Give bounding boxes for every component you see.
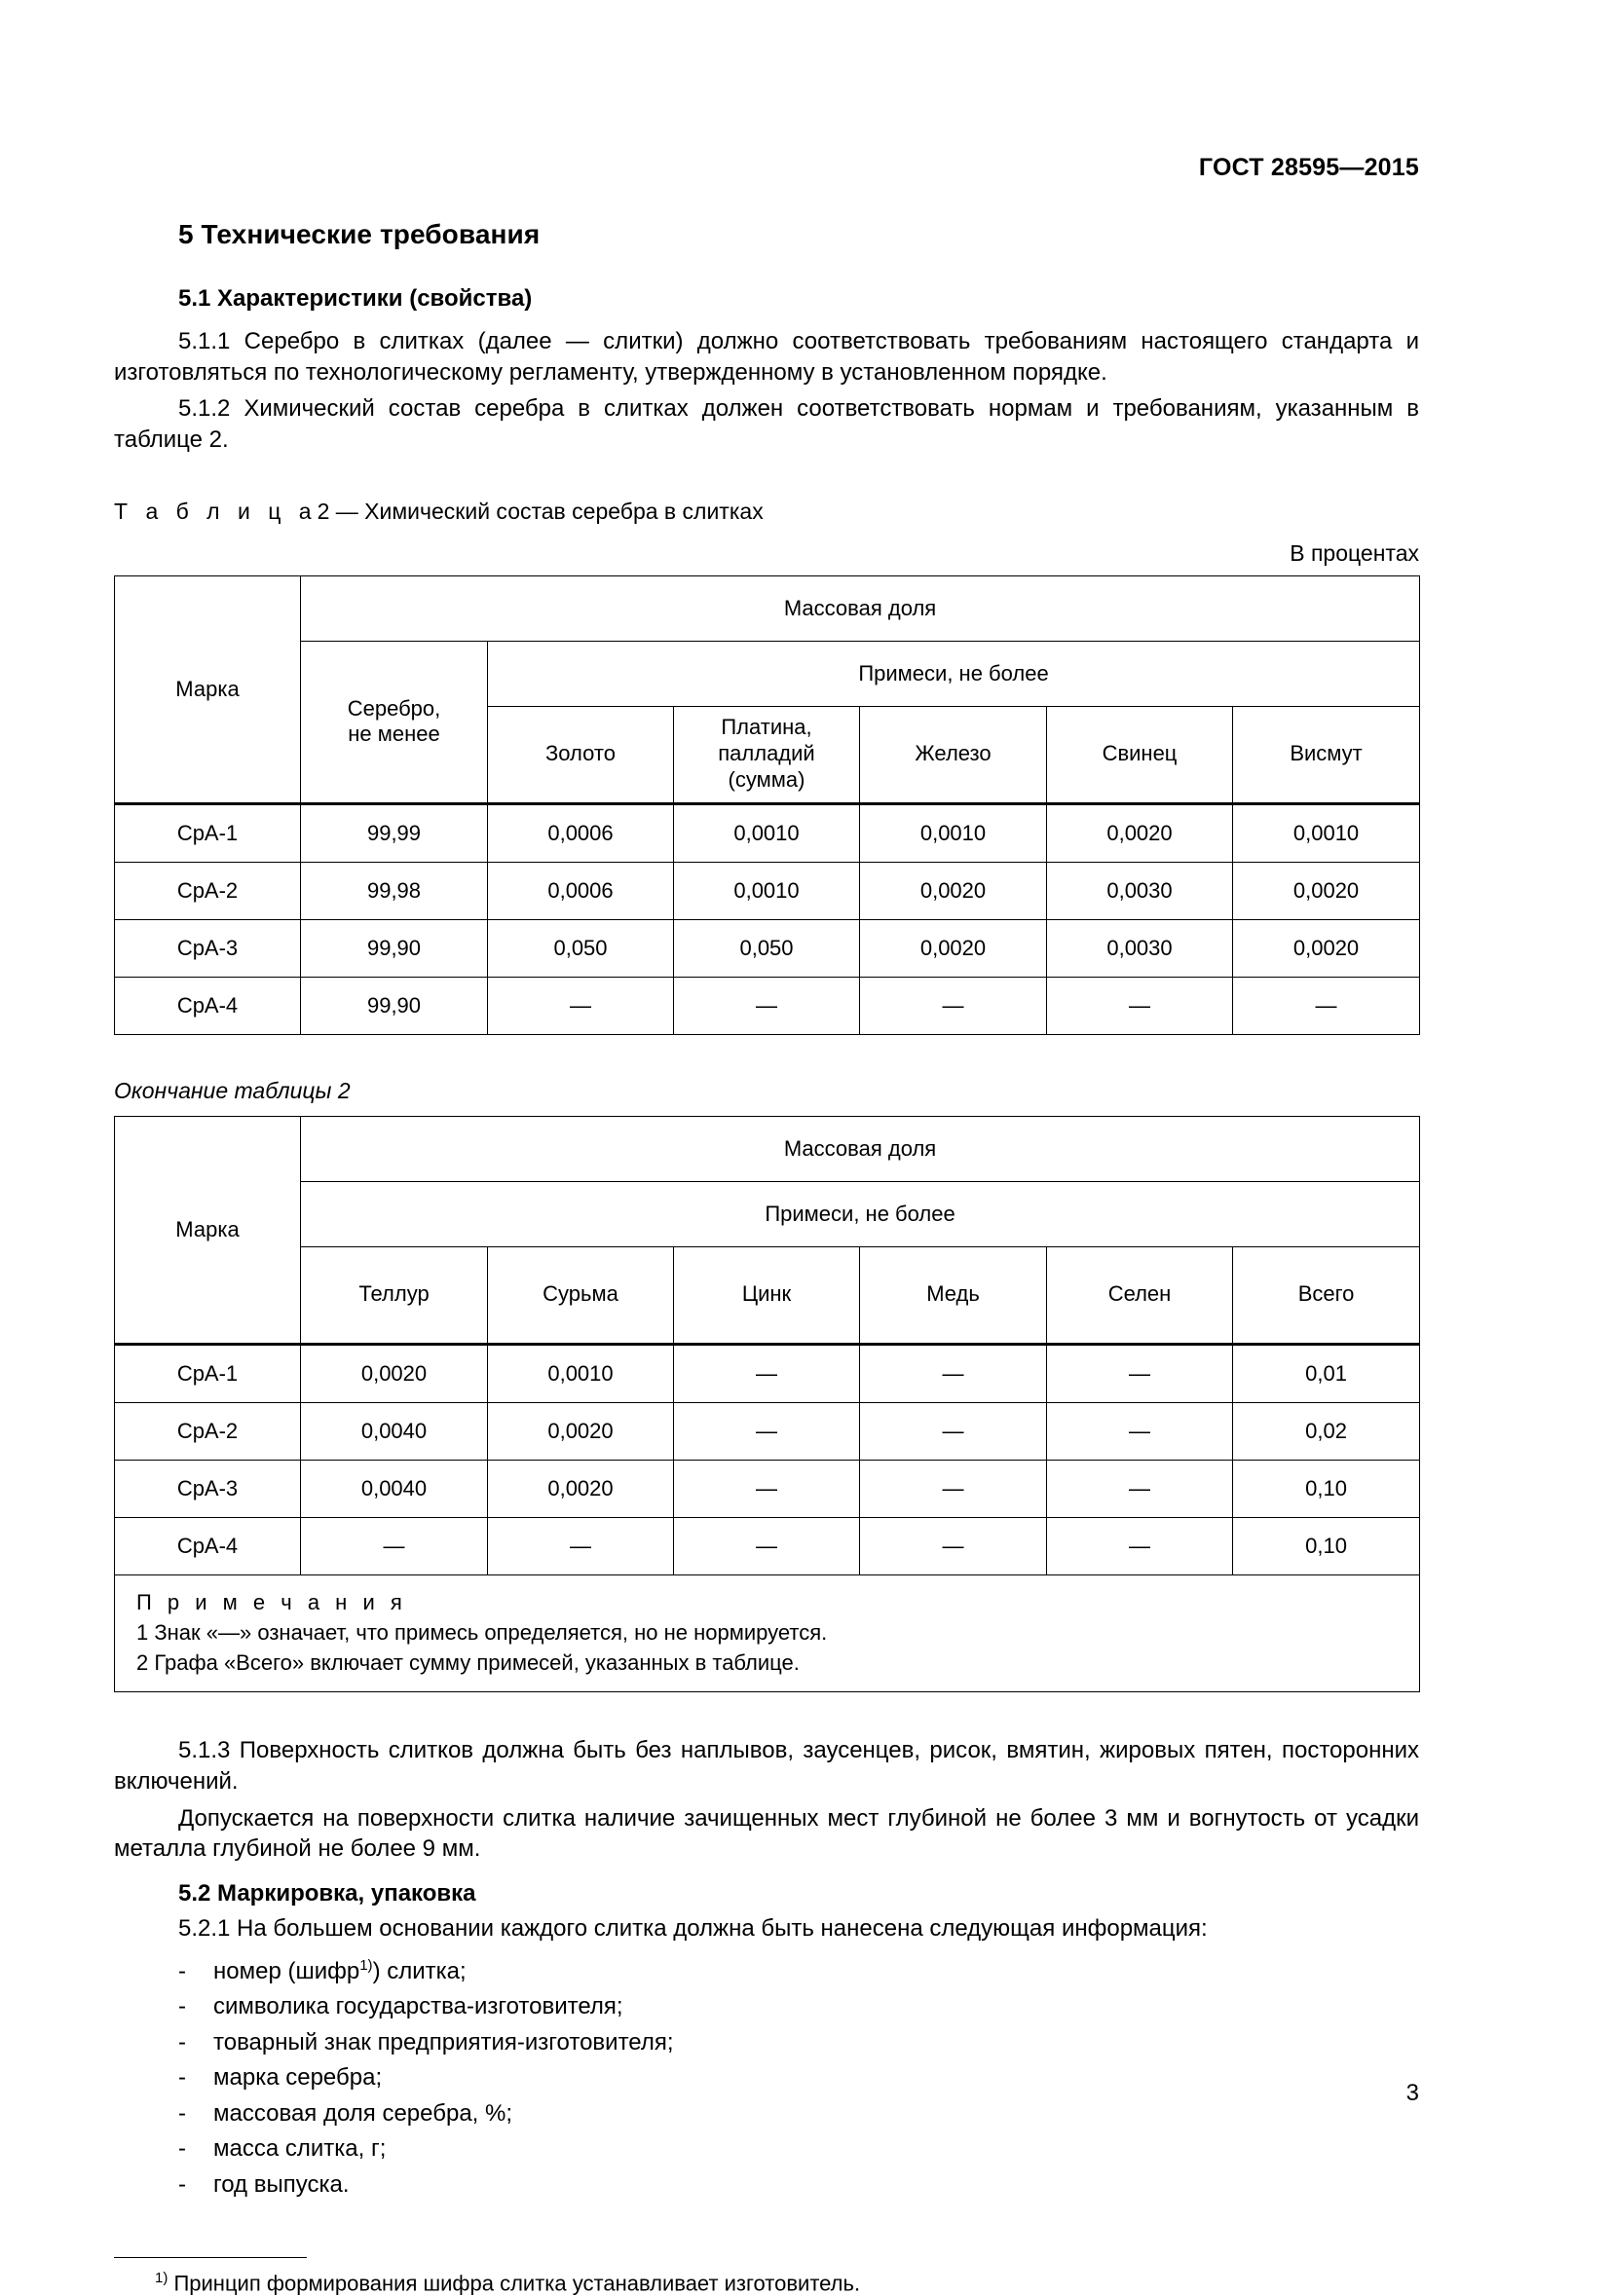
t2-r0-c1: 0,0010 <box>488 1344 674 1402</box>
table-row <box>115 1517 1420 1574</box>
table2-note-2: 2 Графа «Всего» включает сумму примесей, указанных в таблице. <box>136 1650 800 1676</box>
t1-header-col-gold <box>488 706 674 803</box>
t2-r1-c2: — <box>674 1402 860 1460</box>
table-row <box>115 977 1420 1034</box>
table-row <box>115 1344 1420 1402</box>
t2-r1-c1: 0,0020 <box>488 1402 674 1460</box>
list-item-label: символика государства-изготовителя; <box>213 1993 623 2020</box>
table2-notes-title: П р и м е ч а н и я <box>136 1589 407 1614</box>
t1-r3-silver: 99,90 <box>301 977 488 1034</box>
t1-r3-c2: — <box>860 977 1047 1034</box>
t2-r2-c4: — <box>1047 1460 1233 1517</box>
table2-continuation-caption: Окончание таблицы 2 <box>114 1077 351 1103</box>
t1-col-gold-l1: Золото <box>545 741 616 766</box>
t2-r2-c3: — <box>860 1460 1047 1517</box>
t2-r2-c1: 0,0020 <box>488 1460 674 1517</box>
t2-r2-mark: СрА-3 <box>115 1460 301 1517</box>
list-item <box>178 1989 1419 2024</box>
t2-r0-c5: 0,01 <box>1233 1344 1420 1402</box>
t1-r2-c1: 0,050 <box>674 919 860 977</box>
page-number: 3 <box>1405 2080 1419 2106</box>
list-dash: - <box>178 2064 186 2092</box>
t1-r2-c0: 0,050 <box>488 919 674 977</box>
t1-header-silver <box>301 641 488 803</box>
t1-r0-c0: 0,0006 <box>488 803 674 862</box>
list-dash: - <box>178 2028 186 2055</box>
t2-r1-c4: — <box>1047 1402 1233 1460</box>
t2-r3-c1: — <box>488 1517 674 1574</box>
t2-header-col-tellurium: Теллур <box>301 1246 488 1344</box>
subsection-heading-5-1: 5.1 Характеристики (свойства) <box>178 285 533 312</box>
t2-r0-c2: — <box>674 1344 860 1402</box>
list-dash: - <box>178 2170 186 2198</box>
t2-header-col-copper: Медь <box>860 1246 1047 1344</box>
footnote-ref-1: 1) <box>359 1956 373 1974</box>
list-item-label: товарный знак предприятия-изготовителя; <box>213 2028 674 2055</box>
t1-header-col-iron <box>860 706 1047 803</box>
table2-part2 <box>114 1116 1420 1693</box>
t2-header-col-antimony: Сурьма <box>488 1246 674 1344</box>
t1-header-silver-line2: не менее <box>348 722 440 747</box>
paragraph-5-1-2: 5.1.2 Химический состав серебра в слитках должен соответствовать нормам и требованиям, указанным в таблице 2. <box>114 395 1419 454</box>
list-item <box>178 2060 1419 2095</box>
list-item-label: массовая доля серебра, %; <box>213 2099 513 2127</box>
t2-r3-c5: 0,10 <box>1233 1517 1420 1574</box>
t2-header-col-total: Всего <box>1233 1246 1420 1344</box>
t1-r1-c0: 0,0006 <box>488 862 674 919</box>
t1-col-pt-l3: (сумма) <box>728 767 805 793</box>
table2-note-1: 1 Знак «—» означает, что примесь определяется, но не нормируется. <box>136 1619 828 1645</box>
t1-r1-c1: 0,0010 <box>674 862 860 919</box>
table-row <box>115 862 1420 919</box>
table-row <box>115 803 1420 862</box>
t2-r3-mark: СрА-4 <box>115 1517 301 1574</box>
list-item <box>178 2131 1419 2166</box>
t1-col-iron-l1: Железо <box>915 741 992 766</box>
t1-header-group-impurities: Примеси, не более <box>488 641 1420 706</box>
t2-r2-c2: — <box>674 1460 860 1517</box>
table-row <box>115 1460 1420 1517</box>
footnote-marker: 1) <box>155 2270 168 2287</box>
t1-header-col-lead <box>1047 706 1233 803</box>
t1-r0-silver: 99,99 <box>301 803 488 862</box>
paragraph-5-2-1: 5.2.1 На большем основании каждого слитка должна быть нанесена следующая информация: <box>178 1915 1208 1943</box>
t1-header-group-mass-fraction: Массовая доля <box>301 575 1420 641</box>
t1-col-lead-l1: Свинец <box>1102 741 1178 766</box>
t2-r3-c3: — <box>860 1517 1047 1574</box>
list-item-text-before: номер (шифр <box>213 1957 360 1984</box>
t1-header-col-bismuth <box>1233 706 1420 803</box>
t1-r1-c2: 0,0020 <box>860 862 1047 919</box>
t1-r3-c0: — <box>488 977 674 1034</box>
list-dash: - <box>178 2135 186 2163</box>
t2-header-mark: Марка <box>115 1116 301 1344</box>
table2-caption <box>114 499 1419 525</box>
t1-r0-c2: 0,0010 <box>860 803 1047 862</box>
paragraph-5-1-3b: Допускается на поверхности слитка наличие зачищенных мест глубиной не более 3 мм и вогнутость от усадки металла глубиной не более 9 мм. <box>114 1804 1419 1863</box>
list-item-text-after: ) слитка; <box>372 1957 467 1984</box>
t1-r1-c4: 0,0020 <box>1233 862 1420 919</box>
table2-caption-label: Т а б л и ц а <box>114 498 318 524</box>
t1-col-pt-l2: палладий <box>718 741 815 766</box>
list-item <box>178 1954 1419 1989</box>
t2-r1-c5: 0,02 <box>1233 1402 1420 1460</box>
t1-r2-c2: 0,0020 <box>860 919 1047 977</box>
t1-r0-c4: 0,0010 <box>1233 803 1420 862</box>
section-heading-5: 5 Технические требования <box>178 219 541 249</box>
page-content <box>114 219 1419 2296</box>
footnote-1 <box>155 2270 1419 2296</box>
t2-header-group-impurities: Примеси, не более <box>301 1181 1420 1246</box>
t2-header-group-mass-fraction: Массовая доля <box>301 1116 1420 1181</box>
t1-r1-mark: СрА-2 <box>115 862 301 919</box>
t2-header-col-selenium: Селен <box>1047 1246 1233 1344</box>
t2-r1-c3: — <box>860 1402 1047 1460</box>
t1-r0-c1: 0,0010 <box>674 803 860 862</box>
t1-r2-silver: 99,90 <box>301 919 488 977</box>
t2-r0-mark: СрА-1 <box>115 1344 301 1402</box>
t1-col-bismuth-l1: Висмут <box>1290 741 1363 766</box>
subsection-heading-5-2: 5.2 Маркировка, упаковка <box>178 1880 476 1907</box>
t1-r0-mark: СрА-1 <box>115 803 301 862</box>
t1-r3-mark: СрА-4 <box>115 977 301 1034</box>
list-item-label: марка серебра; <box>213 2064 383 2092</box>
t2-r3-c4: — <box>1047 1517 1233 1574</box>
footnote-separator-rule <box>114 2257 307 2258</box>
table2-notes-row <box>115 1574 1420 1692</box>
t1-r2-mark: СрА-3 <box>115 919 301 977</box>
table2-caption-text: 2 — Химический состав серебра в слитках <box>317 498 764 524</box>
paragraph-5-1-1: 5.1.1 Серебро в слитках (далее — слитки) должно соответствовать требованиям настоящего стандарта и изготовляться по технологическому регламенту, утвержденному в установленном порядке. <box>114 328 1419 386</box>
t2-r0-c3: — <box>860 1344 1047 1402</box>
list-item-label: год выпуска. <box>213 2170 350 2198</box>
table-row <box>115 1402 1420 1460</box>
t1-header-silver-line1: Серебро, <box>347 696 441 722</box>
t2-r2-c5: 0,10 <box>1233 1460 1420 1517</box>
list-item <box>178 2167 1419 2203</box>
table2-part1 <box>114 575 1420 1035</box>
list-item <box>178 2096 1419 2131</box>
table2-units-note: В процентах <box>1290 539 1419 566</box>
list-item <box>178 2025 1419 2060</box>
t1-r3-c4: — <box>1233 977 1420 1034</box>
table-row <box>115 919 1420 977</box>
list-item-label: масса слитка, г; <box>213 2135 387 2163</box>
t2-r3-c2: — <box>674 1517 860 1574</box>
t2-r0-c0: 0,0020 <box>301 1344 488 1402</box>
marking-information-list <box>114 1954 1419 2203</box>
t1-r3-c3: — <box>1047 977 1233 1034</box>
t2-r3-c0: — <box>301 1517 488 1574</box>
list-dash: - <box>178 1993 186 2020</box>
t1-r3-c1: — <box>674 977 860 1034</box>
list-dash: - <box>178 1957 186 1984</box>
t1-header-mark: Марка <box>115 575 301 803</box>
list-dash: - <box>178 2099 186 2127</box>
document-header-standard-number: ГОСТ 28595—2015 <box>1198 154 1419 181</box>
t1-r1-silver: 99,98 <box>301 862 488 919</box>
t1-r1-c3: 0,0030 <box>1047 862 1233 919</box>
t1-r2-c4: 0,0020 <box>1233 919 1420 977</box>
t2-r2-c0: 0,0040 <box>301 1460 488 1517</box>
t2-r1-mark: СрА-2 <box>115 1402 301 1460</box>
t1-header-col-platinum-palladium <box>674 706 860 803</box>
t2-r0-c4: — <box>1047 1344 1233 1402</box>
footnote-text: Принцип формирования шифра слитка устанавливает изготовитель. <box>173 2271 861 2296</box>
t1-col-pt-l1: Платина, <box>721 715 812 740</box>
table2-notes <box>115 1574 1420 1692</box>
t2-header-col-zinc: Цинк <box>674 1246 860 1344</box>
t1-r0-c3: 0,0020 <box>1047 803 1233 862</box>
t2-r1-c0: 0,0040 <box>301 1402 488 1460</box>
t1-r2-c3: 0,0030 <box>1047 919 1233 977</box>
paragraph-5-1-3: 5.1.3 Поверхность слитков должна быть без наплывов, заусенцев, рисок, вмятин, жировых пятен, посторонних включений. <box>114 1737 1419 1796</box>
